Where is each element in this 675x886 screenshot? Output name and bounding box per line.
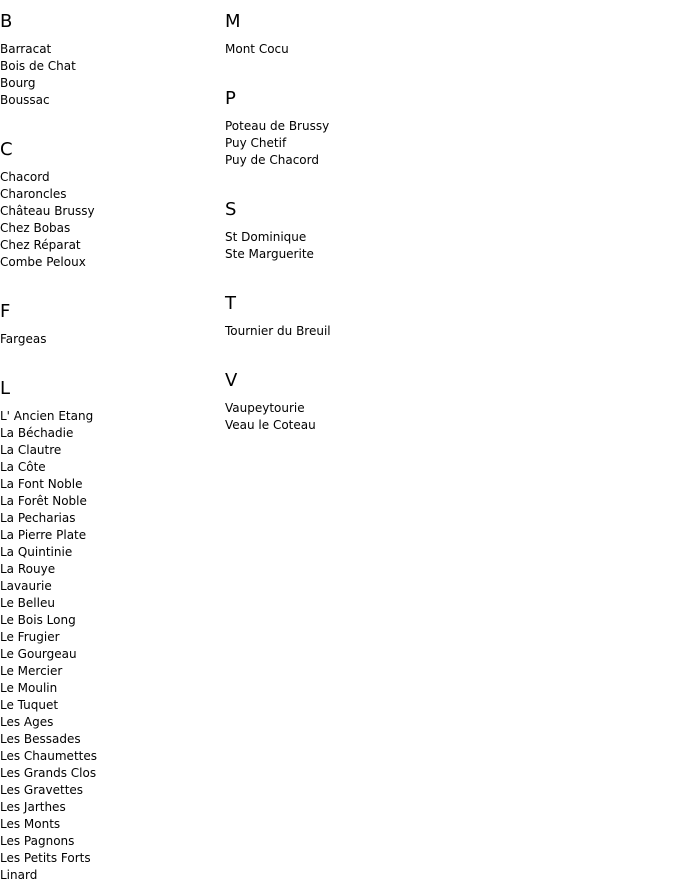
place-list <box>225 118 525 169</box>
letter-group-b <box>0 11 225 128</box>
place-link[interactable]: La Quintinie <box>0 545 73 559</box>
place-link[interactable]: Château Brussy <box>0 204 95 218</box>
index-column-left <box>0 0 225 884</box>
letter-group-c <box>0 139 225 290</box>
place-link[interactable]: Puy de Chacord <box>225 153 319 167</box>
place-link[interactable]: Les Petits Forts <box>0 851 91 865</box>
place-link[interactable]: Les Ages <box>0 715 54 729</box>
letter-heading: P <box>225 88 236 109</box>
place-link[interactable]: Le Moulin <box>0 681 58 695</box>
letter-group-m <box>225 11 525 77</box>
place-link[interactable]: La Rouye <box>0 562 56 576</box>
place-list <box>0 41 225 109</box>
letter-heading: S <box>225 199 237 220</box>
place-link[interactable]: Le Frugier <box>0 630 60 644</box>
place-link[interactable]: Le Tuquet <box>0 698 59 712</box>
index-column-right <box>225 0 525 434</box>
place-list <box>225 400 525 434</box>
letter-heading: L <box>0 378 11 399</box>
letter-group-l <box>0 378 225 884</box>
place-link[interactable]: L' Ancien Etang <box>0 409 94 423</box>
place-link[interactable]: Tournier du Breuil <box>225 324 331 338</box>
place-link[interactable]: La Béchadie <box>0 426 74 440</box>
letter-heading: F <box>0 301 11 322</box>
place-link[interactable]: Veau le Coteau <box>225 418 316 432</box>
place-link[interactable]: Chacord <box>0 170 50 184</box>
letter-group-p <box>225 88 525 188</box>
place-link[interactable]: Fargeas <box>0 332 47 346</box>
letter-heading: T <box>225 293 236 314</box>
letter-group-v <box>225 370 525 434</box>
place-link[interactable]: Les Bessades <box>0 732 81 746</box>
place-link[interactable]: Ste Marguerite <box>225 247 314 261</box>
place-link[interactable]: Le Mercier <box>0 664 63 678</box>
place-list <box>225 229 525 263</box>
place-link[interactable]: La Pierre Plate <box>0 528 87 542</box>
place-link[interactable]: La Pecharias <box>0 511 76 525</box>
place-list <box>225 323 525 340</box>
letter-group-f <box>0 301 225 367</box>
place-list <box>225 41 525 58</box>
place-link[interactable]: Le Belleu <box>0 596 55 610</box>
place-list <box>0 331 225 348</box>
place-link[interactable]: Le Bois Long <box>0 613 76 627</box>
place-link[interactable]: Les Chaumettes <box>0 749 97 763</box>
place-link[interactable]: Linard <box>0 868 38 882</box>
place-link[interactable]: Vaupeytourie <box>225 401 305 415</box>
place-link[interactable]: Lavaurie <box>0 579 52 593</box>
place-link[interactable]: Poteau de Brussy <box>225 119 330 133</box>
letter-group-t <box>225 293 525 359</box>
place-link[interactable]: Chez Réparat <box>0 238 81 252</box>
place-link[interactable]: Le Gourgeau <box>0 647 77 661</box>
place-link[interactable]: Barracat <box>0 42 52 56</box>
place-link[interactable]: St Dominique <box>225 230 307 244</box>
place-link[interactable]: La Forêt Noble <box>0 494 87 508</box>
letter-heading: B <box>0 11 13 32</box>
letter-heading: C <box>0 139 13 160</box>
letter-heading: M <box>225 11 241 32</box>
place-link[interactable]: Puy Chetif <box>225 136 287 150</box>
place-link[interactable]: Combe Peloux <box>0 255 86 269</box>
place-link[interactable]: La Clautre <box>0 443 62 457</box>
place-link[interactable]: Charoncles <box>0 187 67 201</box>
letter-group-s <box>225 199 525 282</box>
place-link[interactable]: Bourg <box>0 76 36 90</box>
place-list <box>0 169 225 271</box>
place-link[interactable]: La Font Noble <box>0 477 83 491</box>
place-link[interactable]: Les Pagnons <box>0 834 75 848</box>
place-link[interactable]: Les Grands Clos <box>0 766 97 780</box>
place-list <box>0 408 225 884</box>
place-link[interactable]: Mont Cocu <box>225 42 289 56</box>
place-link[interactable]: Les Monts <box>0 817 61 831</box>
place-link[interactable]: Bois de Chat <box>0 59 76 73</box>
letter-heading: V <box>225 370 238 391</box>
place-link[interactable]: Les Gravettes <box>0 783 84 797</box>
place-link[interactable]: La Côte <box>0 460 46 474</box>
place-link[interactable]: Boussac <box>0 93 50 107</box>
place-link[interactable]: Chez Bobas <box>0 221 71 235</box>
place-link[interactable]: Les Jarthes <box>0 800 66 814</box>
